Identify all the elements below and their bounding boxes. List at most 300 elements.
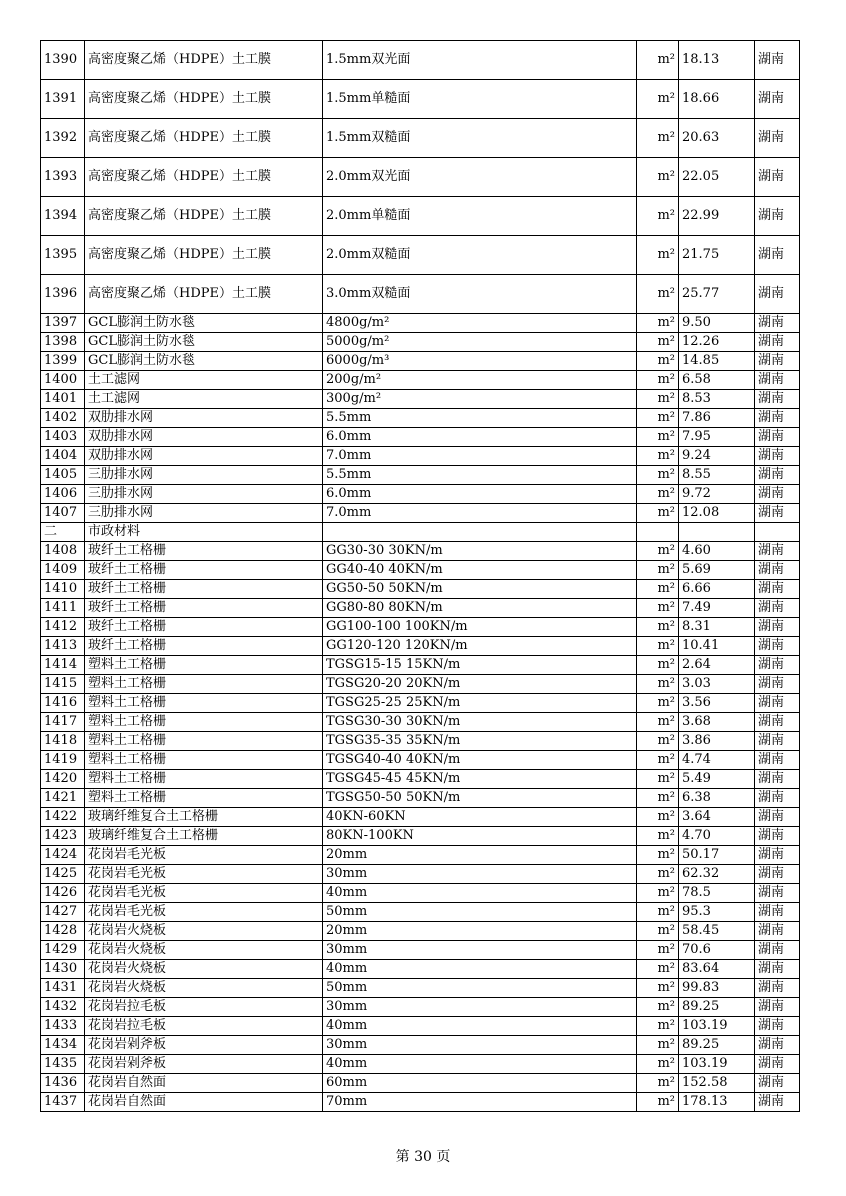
- unit-cell: m²: [637, 789, 679, 808]
- region-cell: 湖南: [755, 637, 800, 656]
- table-row: [41, 637, 800, 656]
- price-cell: 18.66: [679, 80, 755, 119]
- material-name-cell: 花岗岩自然面: [85, 1093, 323, 1112]
- material-name-cell: GCL膨润土防水毯: [85, 352, 323, 371]
- material-name-cell: 玻纤土工格栅: [85, 561, 323, 580]
- row-number-cell: 1428: [41, 922, 85, 941]
- row-number-cell: 1431: [41, 979, 85, 998]
- material-name-cell: 塑料土工格栅: [85, 713, 323, 732]
- row-number-cell: 1430: [41, 960, 85, 979]
- unit-cell: m²: [637, 656, 679, 675]
- price-cell: 5.69: [679, 561, 755, 580]
- material-name-cell: 花岗岩火烧板: [85, 941, 323, 960]
- unit-cell: m²: [637, 998, 679, 1017]
- material-name-cell: 双肋排水网: [85, 447, 323, 466]
- unit-cell: m²: [637, 197, 679, 236]
- specification-cell: 5000g/m²: [323, 333, 637, 352]
- specification-cell: 6000g/m³: [323, 352, 637, 371]
- material-name-cell: 高密度聚乙烯（HDPE）土工膜: [85, 80, 323, 119]
- price-cell: 12.26: [679, 333, 755, 352]
- price-cell: 103.19: [679, 1055, 755, 1074]
- specification-cell: 50mm: [323, 979, 637, 998]
- unit-cell: m²: [637, 694, 679, 713]
- material-name-cell: GCL膨润土防水毯: [85, 333, 323, 352]
- row-number-cell: 1397: [41, 314, 85, 333]
- unit-cell: m²: [637, 618, 679, 637]
- region-cell: 湖南: [755, 751, 800, 770]
- specification-cell: 5.5mm: [323, 466, 637, 485]
- unit-cell: m²: [637, 1074, 679, 1093]
- specification-cell: 7.0mm: [323, 447, 637, 466]
- table-row: [41, 979, 800, 998]
- region-cell: 湖南: [755, 1093, 800, 1112]
- table-row: [41, 158, 800, 197]
- table-row: [41, 371, 800, 390]
- row-number-cell: 1390: [41, 41, 85, 80]
- unit-cell: m²: [637, 1093, 679, 1112]
- table-row: [41, 428, 800, 447]
- row-number-cell: 二: [41, 523, 85, 542]
- price-cell: 18.13: [679, 41, 755, 80]
- region-cell: 湖南: [755, 1017, 800, 1036]
- region-cell: 湖南: [755, 466, 800, 485]
- table-row: [41, 352, 800, 371]
- table-row: [41, 542, 800, 561]
- unit-cell: m²: [637, 333, 679, 352]
- specification-cell: TGSG50-50 50KN/m: [323, 789, 637, 808]
- table-row: [41, 599, 800, 618]
- table-row: [41, 770, 800, 789]
- specification-cell: GG120-120 120KN/m: [323, 637, 637, 656]
- specification-cell: 70mm: [323, 1093, 637, 1112]
- unit-cell: m²: [637, 561, 679, 580]
- row-number-cell: 1427: [41, 903, 85, 922]
- specification-cell: 30mm: [323, 941, 637, 960]
- material-name-cell: 塑料土工格栅: [85, 789, 323, 808]
- material-name-cell: 花岗岩毛光板: [85, 884, 323, 903]
- row-number-cell: 1435: [41, 1055, 85, 1074]
- price-cell: 7.86: [679, 409, 755, 428]
- unit-cell: m²: [637, 352, 679, 371]
- table-row: [41, 447, 800, 466]
- price-cell: 3.03: [679, 675, 755, 694]
- material-name-cell: 花岗岩火烧板: [85, 922, 323, 941]
- unit-cell: m²: [637, 409, 679, 428]
- specification-cell: 4800g/m²: [323, 314, 637, 333]
- table-row: [41, 80, 800, 119]
- material-name-cell: 玻璃纤维复合土工格栅: [85, 808, 323, 827]
- price-cell: 3.56: [679, 694, 755, 713]
- region-cell: 湖南: [755, 922, 800, 941]
- material-name-cell: 花岗岩拉毛板: [85, 1017, 323, 1036]
- region-cell: 湖南: [755, 789, 800, 808]
- table-row: [41, 1055, 800, 1074]
- material-name-cell: GCL膨润土防水毯: [85, 314, 323, 333]
- unit-cell: m²: [637, 732, 679, 751]
- region-cell: 湖南: [755, 119, 800, 158]
- material-name-cell: 花岗岩火烧板: [85, 960, 323, 979]
- price-cell: 152.58: [679, 1074, 755, 1093]
- row-number-cell: 1420: [41, 770, 85, 789]
- price-cell: 8.55: [679, 466, 755, 485]
- unit-cell: m²: [637, 485, 679, 504]
- region-cell: 湖南: [755, 770, 800, 789]
- specification-cell: 40mm: [323, 1017, 637, 1036]
- specification-cell: 30mm: [323, 865, 637, 884]
- region-cell: 湖南: [755, 409, 800, 428]
- table-row: [41, 119, 800, 158]
- table-row: [41, 865, 800, 884]
- price-cell: 50.17: [679, 846, 755, 865]
- region-cell: 湖南: [755, 599, 800, 618]
- specification-cell: 6.0mm: [323, 485, 637, 504]
- table-row: [41, 675, 800, 694]
- specification-cell: 80KN-100KN: [323, 827, 637, 846]
- table-row: [41, 523, 800, 542]
- unit-cell: m²: [637, 158, 679, 197]
- unit-cell: m²: [637, 979, 679, 998]
- region-cell: 湖南: [755, 675, 800, 694]
- region-cell: 湖南: [755, 485, 800, 504]
- unit-cell: m²: [637, 827, 679, 846]
- unit-cell: [637, 523, 679, 542]
- region-cell: 湖南: [755, 236, 800, 275]
- material-name-cell: 三肋排水网: [85, 466, 323, 485]
- unit-cell: m²: [637, 1036, 679, 1055]
- specification-cell: 6.0mm: [323, 428, 637, 447]
- specification-cell: TGSG45-45 45KN/m: [323, 770, 637, 789]
- specification-cell: TGSG20-20 20KN/m: [323, 675, 637, 694]
- table-row: [41, 732, 800, 751]
- price-cell: 21.75: [679, 236, 755, 275]
- price-cell: 22.05: [679, 158, 755, 197]
- price-cell: 3.64: [679, 808, 755, 827]
- row-number-cell: 1416: [41, 694, 85, 713]
- row-number-cell: 1429: [41, 941, 85, 960]
- region-cell: 湖南: [755, 428, 800, 447]
- material-name-cell: 花岗岩火烧板: [85, 979, 323, 998]
- unit-cell: m²: [637, 119, 679, 158]
- region-cell: 湖南: [755, 732, 800, 751]
- row-number-cell: 1426: [41, 884, 85, 903]
- price-cell: 89.25: [679, 998, 755, 1017]
- material-name-cell: 花岗岩毛光板: [85, 903, 323, 922]
- region-cell: 湖南: [755, 504, 800, 523]
- material-name-cell: 高密度聚乙烯（HDPE）土工膜: [85, 41, 323, 80]
- specification-cell: 40mm: [323, 1055, 637, 1074]
- specification-cell: 200g/m²: [323, 371, 637, 390]
- region-cell: 湖南: [755, 371, 800, 390]
- price-cell: 3.86: [679, 732, 755, 751]
- specification-cell: 2.0mm双糙面: [323, 236, 637, 275]
- region-cell: 湖南: [755, 846, 800, 865]
- table-row: [41, 618, 800, 637]
- material-name-cell: 塑料土工格栅: [85, 675, 323, 694]
- region-cell: 湖南: [755, 998, 800, 1017]
- row-number-cell: 1432: [41, 998, 85, 1017]
- unit-cell: m²: [637, 236, 679, 275]
- table-row: [41, 941, 800, 960]
- material-name-cell: 三肋排水网: [85, 485, 323, 504]
- row-number-cell: 1392: [41, 119, 85, 158]
- specification-cell: GG50-50 50KN/m: [323, 580, 637, 599]
- unit-cell: m²: [637, 542, 679, 561]
- unit-cell: m²: [637, 390, 679, 409]
- specification-cell: 1.5mm单糙面: [323, 80, 637, 119]
- unit-cell: m²: [637, 80, 679, 119]
- specification-cell: 20mm: [323, 846, 637, 865]
- price-cell: 99.83: [679, 979, 755, 998]
- unit-cell: m²: [637, 675, 679, 694]
- material-name-cell: 花岗岩剁斧板: [85, 1055, 323, 1074]
- table-row: [41, 390, 800, 409]
- unit-cell: m²: [637, 713, 679, 732]
- specification-cell: TGSG15-15 15KN/m: [323, 656, 637, 675]
- specification-cell: GG80-80 80KN/m: [323, 599, 637, 618]
- table-row: [41, 751, 800, 770]
- table-row: [41, 884, 800, 903]
- specification-cell: 5.5mm: [323, 409, 637, 428]
- unit-cell: m²: [637, 428, 679, 447]
- table-row: [41, 409, 800, 428]
- material-name-cell: 市政材料: [85, 523, 323, 542]
- price-cell: 95.3: [679, 903, 755, 922]
- material-name-cell: 塑料土工格栅: [85, 770, 323, 789]
- unit-cell: m²: [637, 1055, 679, 1074]
- page-number: 第 30 页: [395, 1149, 451, 1165]
- region-cell: 湖南: [755, 941, 800, 960]
- unit-cell: m²: [637, 1017, 679, 1036]
- material-name-cell: 土工滤网: [85, 390, 323, 409]
- unit-cell: m²: [637, 580, 679, 599]
- row-number-cell: 1413: [41, 637, 85, 656]
- row-number-cell: 1408: [41, 542, 85, 561]
- specification-cell: 30mm: [323, 1036, 637, 1055]
- price-cell: 12.08: [679, 504, 755, 523]
- specification-cell: [323, 523, 637, 542]
- price-cell: 20.63: [679, 119, 755, 158]
- region-cell: 湖南: [755, 903, 800, 922]
- material-name-cell: 玻纤土工格栅: [85, 542, 323, 561]
- table-row: [41, 903, 800, 922]
- unit-cell: m²: [637, 637, 679, 656]
- table-row: [41, 580, 800, 599]
- material-name-cell: 塑料土工格栅: [85, 751, 323, 770]
- material-name-cell: 玻璃纤维复合土工格栅: [85, 827, 323, 846]
- region-cell: 湖南: [755, 314, 800, 333]
- row-number-cell: 1396: [41, 275, 85, 314]
- row-number-cell: 1404: [41, 447, 85, 466]
- region-cell: 湖南: [755, 808, 800, 827]
- price-cell: 4.60: [679, 542, 755, 561]
- unit-cell: m²: [637, 941, 679, 960]
- material-name-cell: 高密度聚乙烯（HDPE）土工膜: [85, 158, 323, 197]
- price-cell: 5.49: [679, 770, 755, 789]
- price-cell: 7.49: [679, 599, 755, 618]
- row-number-cell: 1407: [41, 504, 85, 523]
- price-cell: 62.32: [679, 865, 755, 884]
- price-cell: 22.99: [679, 197, 755, 236]
- specification-cell: 1.5mm双糙面: [323, 119, 637, 158]
- region-cell: 湖南: [755, 158, 800, 197]
- material-name-cell: 高密度聚乙烯（HDPE）土工膜: [85, 236, 323, 275]
- specification-cell: 20mm: [323, 922, 637, 941]
- table-row: [41, 485, 800, 504]
- row-number-cell: 1423: [41, 827, 85, 846]
- specification-cell: 40mm: [323, 960, 637, 979]
- row-number-cell: 1414: [41, 656, 85, 675]
- row-number-cell: 1391: [41, 80, 85, 119]
- table-row: [41, 694, 800, 713]
- price-cell: 6.38: [679, 789, 755, 808]
- material-name-cell: 高密度聚乙烯（HDPE）土工膜: [85, 197, 323, 236]
- table-row: [41, 275, 800, 314]
- table-row: [41, 1036, 800, 1055]
- unit-cell: m²: [637, 960, 679, 979]
- material-name-cell: 高密度聚乙烯（HDPE）土工膜: [85, 119, 323, 158]
- material-name-cell: 三肋排水网: [85, 504, 323, 523]
- specification-cell: TGSG25-25 25KN/m: [323, 694, 637, 713]
- row-number-cell: 1412: [41, 618, 85, 637]
- specification-cell: 40mm: [323, 884, 637, 903]
- table-row: [41, 656, 800, 675]
- unit-cell: m²: [637, 808, 679, 827]
- row-number-cell: 1422: [41, 808, 85, 827]
- specification-cell: 2.0mm单糙面: [323, 197, 637, 236]
- unit-cell: m²: [637, 751, 679, 770]
- table-row: [41, 789, 800, 808]
- price-cell: 8.31: [679, 618, 755, 637]
- region-cell: 湖南: [755, 1074, 800, 1093]
- price-cell: 58.45: [679, 922, 755, 941]
- unit-cell: m²: [637, 314, 679, 333]
- specification-cell: 2.0mm双光面: [323, 158, 637, 197]
- region-cell: 湖南: [755, 580, 800, 599]
- specification-cell: 7.0mm: [323, 504, 637, 523]
- row-number-cell: 1400: [41, 371, 85, 390]
- region-cell: 湖南: [755, 694, 800, 713]
- material-name-cell: 土工滤网: [85, 371, 323, 390]
- unit-cell: m²: [637, 275, 679, 314]
- table-row: [41, 561, 800, 580]
- region-cell: 湖南: [755, 333, 800, 352]
- table-row: [41, 1074, 800, 1093]
- region-cell: 湖南: [755, 80, 800, 119]
- row-number-cell: 1437: [41, 1093, 85, 1112]
- material-name-cell: 玻纤土工格栅: [85, 637, 323, 656]
- price-cell: 9.24: [679, 447, 755, 466]
- unit-cell: m²: [637, 447, 679, 466]
- region-cell: 湖南: [755, 41, 800, 80]
- specification-cell: 3.0mm双糙面: [323, 275, 637, 314]
- specification-cell: 40KN-60KN: [323, 808, 637, 827]
- region-cell: 湖南: [755, 827, 800, 846]
- region-cell: 湖南: [755, 1036, 800, 1055]
- table-row: [41, 827, 800, 846]
- material-name-cell: 花岗岩自然面: [85, 1074, 323, 1093]
- table-row: [41, 197, 800, 236]
- row-number-cell: 1425: [41, 865, 85, 884]
- table-row: [41, 236, 800, 275]
- unit-cell: m²: [637, 41, 679, 80]
- table-row: [41, 333, 800, 352]
- row-number-cell: 1410: [41, 580, 85, 599]
- unit-cell: m²: [637, 466, 679, 485]
- material-name-cell: 高密度聚乙烯（HDPE）土工膜: [85, 275, 323, 314]
- price-cell: 89.25: [679, 1036, 755, 1055]
- price-cell: 14.85: [679, 352, 755, 371]
- row-number-cell: 1415: [41, 675, 85, 694]
- price-cell: 6.58: [679, 371, 755, 390]
- material-name-cell: 塑料土工格栅: [85, 694, 323, 713]
- region-cell: 湖南: [755, 884, 800, 903]
- row-number-cell: 1419: [41, 751, 85, 770]
- region-cell: 湖南: [755, 197, 800, 236]
- region-cell: 湖南: [755, 979, 800, 998]
- table-row: [41, 504, 800, 523]
- price-cell: [679, 523, 755, 542]
- table-row: [41, 960, 800, 979]
- material-name-cell: 玻纤土工格栅: [85, 580, 323, 599]
- price-cell: 6.66: [679, 580, 755, 599]
- specification-cell: 1.5mm双光面: [323, 41, 637, 80]
- table-row: [41, 808, 800, 827]
- material-name-cell: 花岗岩毛光板: [85, 846, 323, 865]
- material-name-cell: 双肋排水网: [85, 409, 323, 428]
- unit-cell: m²: [637, 922, 679, 941]
- price-cell: 7.95: [679, 428, 755, 447]
- region-cell: 湖南: [755, 713, 800, 732]
- table-row: [41, 713, 800, 732]
- specification-cell: TGSG30-30 30KN/m: [323, 713, 637, 732]
- price-cell: 25.77: [679, 275, 755, 314]
- table-row: [41, 1017, 800, 1036]
- specification-cell: 60mm: [323, 1074, 637, 1093]
- price-cell: 3.68: [679, 713, 755, 732]
- price-cell: 103.19: [679, 1017, 755, 1036]
- material-name-cell: 玻纤土工格栅: [85, 618, 323, 637]
- row-number-cell: 1436: [41, 1074, 85, 1093]
- material-name-cell: 双肋排水网: [85, 428, 323, 447]
- row-number-cell: 1434: [41, 1036, 85, 1055]
- specification-cell: TGSG35-35 35KN/m: [323, 732, 637, 751]
- price-cell: 4.74: [679, 751, 755, 770]
- row-number-cell: 1418: [41, 732, 85, 751]
- material-name-cell: 花岗岩拉毛板: [85, 998, 323, 1017]
- material-name-cell: 塑料土工格栅: [85, 732, 323, 751]
- unit-cell: m²: [637, 865, 679, 884]
- material-name-cell: 花岗岩毛光板: [85, 865, 323, 884]
- price-table-body: [41, 41, 800, 1112]
- unit-cell: m²: [637, 903, 679, 922]
- specification-cell: GG100-100 100KN/m: [323, 618, 637, 637]
- row-number-cell: 1406: [41, 485, 85, 504]
- unit-cell: m²: [637, 371, 679, 390]
- material-name-cell: 塑料土工格栅: [85, 656, 323, 675]
- row-number-cell: 1433: [41, 1017, 85, 1036]
- region-cell: 湖南: [755, 390, 800, 409]
- unit-cell: m²: [637, 599, 679, 618]
- specification-cell: TGSG40-40 40KN/m: [323, 751, 637, 770]
- region-cell: 湖南: [755, 542, 800, 561]
- specification-cell: 50mm: [323, 903, 637, 922]
- material-name-cell: 花岗岩剁斧板: [85, 1036, 323, 1055]
- unit-cell: m²: [637, 884, 679, 903]
- row-number-cell: 1417: [41, 713, 85, 732]
- region-cell: 湖南: [755, 865, 800, 884]
- price-cell: 4.70: [679, 827, 755, 846]
- table-row: [41, 1093, 800, 1112]
